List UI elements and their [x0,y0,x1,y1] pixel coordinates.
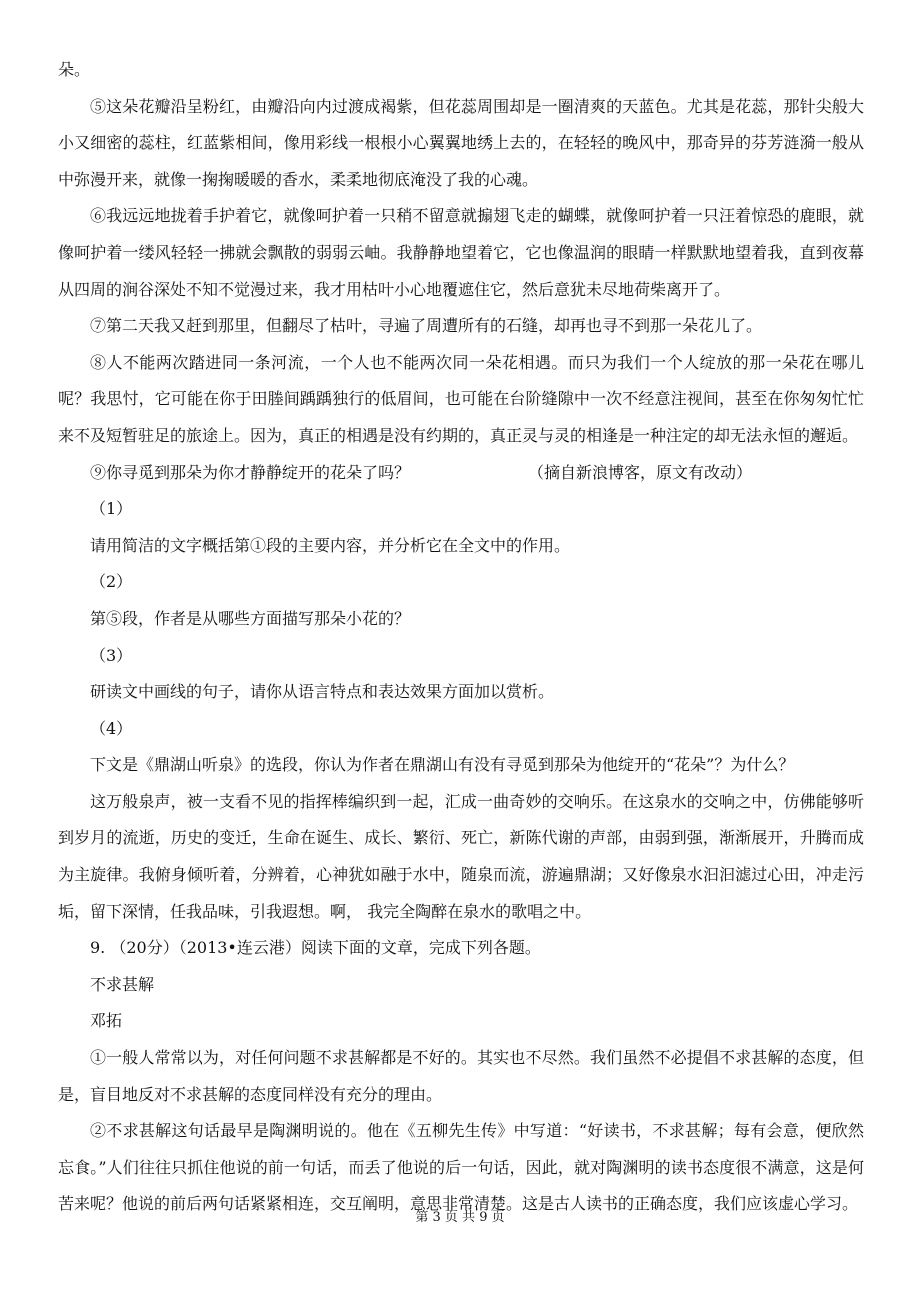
paragraph-8: ⑧人不能两次踏进同一条河流，一个人也不能两次同一朵花相遇。而只为我们一个人绽放的那一朵花在哪儿呢？我思忖，它可能在你于田塍间踽踽独行的低眉间，也可能在台阶缝隙中一次不经意注视间，甚至在你匆匆忙忙来不及短暂驻足的旅途上。因为，真正的相遇是没有约期的，真正灵与灵的相逢是一种注定的却无法永恒的邂逅。 [58,352,864,445]
paragraph-6: ⑥我远远地拢着手护着它，就像呵护着一只稍不留意就搧翅飞走的蝴蝶，就像呵护着一只汪着惊恐的鹿眼，就像呵护着一缕风轻轻一拂就会飘散的弱弱云岫。我静静地望着它，它也像温润的眼睛一样默默地望着我，直到夜幕从四周的涧谷深处不知不觉漫过来，我才用枯叶小心地覆遮住它，然后意犹未尽地荷柴离开了。 [58,206,864,299]
source-note: （摘自新浪博客，原文有改动） [527,462,752,482]
paragraph-7: ⑦第二天我又赶到那里，但翻尽了枯叶，寻遍了周遭所有的石缝，却再也寻不到那一朵花儿了。 [90,316,763,336]
question-3-text: 研读文中画线的句子，请你从语言特点和表达效果方面加以赏析。 [90,682,555,702]
paragraph-tail: 朵。 [58,60,91,79]
question-1-text: 请用简洁的文字概括第①段的主要内容，并分析它在全文中的作用。 [90,535,571,555]
question-1-number: （1） [90,499,133,519]
question-2-number: （2） [90,572,133,592]
page-footer: 第 3 页 共 9 页 [415,1210,505,1225]
article-paragraph-1: ①一般人常常以为，对任何问题不求甚解都是不好的。其实也不尽然。我们虽然不必提倡不求甚解的态度，但是，盲目地反对不求甚解的态度同样没有充分的理由。 [58,1048,864,1104]
question-3-number: （3） [90,645,133,665]
question-2-text: 第⑤段，作者是从哪些方面描写那朵小花的？ [90,608,411,628]
article-paragraph-2: ②不求甚解这句话最早是陶渊明说的。他在《五柳先生传》中写道：“好读书，不求甚解；每有会意，便欣然忘食。”人们往往只抓住他说的前一句话，而丢了他说的后一句话，因此，就对陶渊明的读书态度很不满意，这是何苦来呢？他说的前后两句话紧紧相连，交互阐明，意思非常清楚。这是古人读书的正确态度，我们应该虚心学习。 [58,1121,864,1214]
paragraph-9: ⑨你寻觅到那朵为你才静静绽开的花朵了吗？ [90,462,411,482]
article-author: 邓拓 [90,1011,123,1031]
paragraph-9-row [58,455,864,492]
question-4-number: （4） [90,718,133,738]
page-content [58,52,864,1223]
question-4-text: 下文是《鼎湖山听泉》的选段，你认为作者在鼎湖山有没有寻觅到那朵为他绽开的“花朵”？为什么？ [90,755,795,775]
article-title: 不求甚解 [90,974,155,994]
excerpt-paragraph: 这万般泉声，被一支看不见的指挥棒编织到一起，汇成一曲奇妙的交响乐。在这泉水的交响之中，仿佛能够听到岁月的流逝，历史的变迁，生命在诞生、成长、繁衍、死亡，新陈代谢的声部，由弱到强，渐渐展开，升腾而成为主旋律。我俯身倾听着，分辨着，心神犹如融于水中，随泉而流，游遍鼎湖；又好像泉水汩汩滤过心田，冲走污垢，留下深情，任我品味，引我遐想。啊， 我完全陶醉在泉水的歌唱之中。 [58,791,864,921]
paragraph-5: ⑤这朵花瓣沿呈粉红，由瓣沿向内过渡成褐紫，但花蕊周围却是一圈清爽的天蓝色。尤其是花蕊，那针尖般大小又细密的蕊柱，红蓝紫相间，像用彩线一根根小心翼翼地绣上去的，在轻轻的晚风中，那奇异的芬芳涟漪一般从中弥漫开来，就像一掬掬暖暖的香水，柔柔地彻底淹没了我的心魂。 [58,96,864,189]
question-9-header: 9. （20分）（2013•连云港）阅读下面的文章，完成下列各题。 [90,938,541,958]
